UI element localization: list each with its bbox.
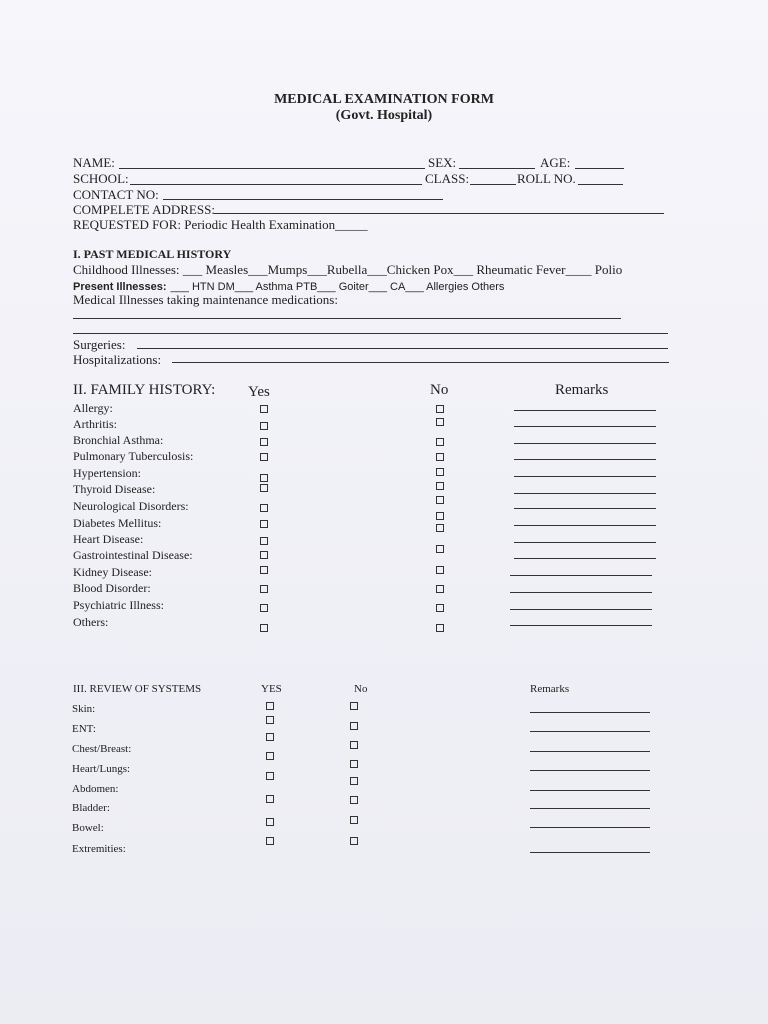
- sex-field-line[interactable]: [459, 168, 535, 169]
- family-yes-checkbox[interactable]: [260, 604, 268, 612]
- family-item-label: Others:: [73, 615, 109, 629]
- family-no-checkbox[interactable]: [436, 405, 444, 413]
- review-yes-checkbox[interactable]: [266, 716, 274, 724]
- hospitalizations-label: Hospitalizations:: [73, 352, 162, 367]
- family-remarks-line[interactable]: [514, 443, 656, 444]
- review-no-checkbox[interactable]: [350, 722, 358, 730]
- family-remarks-line[interactable]: [514, 493, 656, 494]
- family-yes-checkbox[interactable]: [260, 585, 268, 593]
- review-yes-checkbox[interactable]: [266, 818, 274, 826]
- family-no-header: No: [430, 382, 449, 398]
- family-item-label: Kidney Disease:: [73, 565, 152, 579]
- contact-label: CONTACT NO:: [73, 187, 159, 202]
- family-yes-checkbox[interactable]: [260, 566, 268, 574]
- family-yes-header: Yes: [248, 384, 270, 400]
- family-no-checkbox[interactable]: [436, 604, 444, 612]
- contact-field-line[interactable]: [163, 199, 443, 200]
- family-item-label: Bronchial Asthma:: [73, 433, 164, 447]
- family-no-checkbox[interactable]: [436, 468, 444, 476]
- family-no-checkbox[interactable]: [436, 482, 444, 490]
- age-label: AGE:: [540, 155, 571, 170]
- review-no-checkbox[interactable]: [350, 837, 358, 845]
- age-field-line[interactable]: [575, 168, 624, 169]
- present-illnesses-options: ___ HTN DM___ Asthma PTB___ Goiter___ CA___ Allergies Others: [170, 281, 505, 293]
- school-label: SCHOOL:: [73, 171, 129, 186]
- review-remarks-line[interactable]: [530, 712, 650, 713]
- review-no-checkbox[interactable]: [350, 796, 358, 804]
- family-no-checkbox[interactable]: [436, 585, 444, 593]
- review-no-checkbox[interactable]: [350, 760, 358, 768]
- family-yes-checkbox[interactable]: [260, 520, 268, 528]
- review-item-label: Abdomen:: [72, 783, 119, 795]
- sex-label: SEX:: [428, 155, 457, 170]
- review-item-label: Heart/Lungs:: [72, 763, 131, 775]
- review-item-label: Extremities:: [72, 843, 126, 855]
- medications-line-2[interactable]: [73, 333, 668, 334]
- family-remarks-line[interactable]: [514, 426, 656, 427]
- family-remarks-line[interactable]: [514, 508, 656, 509]
- family-remarks-header: Remarks: [555, 382, 609, 398]
- past-history-heading: I. PAST MEDICAL HISTORY: [73, 247, 232, 261]
- review-yes-checkbox[interactable]: [266, 752, 274, 760]
- review-no-checkbox[interactable]: [350, 741, 358, 749]
- review-item-label: Chest/Breast:: [72, 743, 132, 755]
- surgeries-line[interactable]: [137, 348, 668, 349]
- family-no-checkbox[interactable]: [436, 512, 444, 520]
- family-item-label: Neurological Disorders:: [73, 499, 189, 513]
- review-item-label: Skin:: [72, 703, 96, 715]
- family-no-checkbox[interactable]: [436, 524, 444, 532]
- family-item-label: Psychiatric Illness:: [73, 598, 164, 612]
- family-yes-checkbox[interactable]: [260, 453, 268, 461]
- review-systems-heading: III. REVIEW OF SYSTEMS: [73, 683, 202, 695]
- family-yes-checkbox[interactable]: [260, 624, 268, 632]
- family-yes-checkbox[interactable]: [260, 405, 268, 413]
- family-item-label: Thyroid Disease:: [73, 482, 156, 496]
- family-item-label: Arthritis:: [73, 417, 117, 431]
- roll-field-line[interactable]: [578, 184, 623, 185]
- school-field-line[interactable]: [130, 184, 422, 185]
- review-remarks-line[interactable]: [530, 808, 650, 809]
- family-no-checkbox[interactable]: [436, 545, 444, 553]
- review-yes-checkbox[interactable]: [266, 733, 274, 741]
- family-remarks-line[interactable]: [514, 558, 656, 559]
- form-title: MEDICAL EXAMINATION FORM: [274, 92, 494, 107]
- family-remarks-line[interactable]: [514, 525, 656, 526]
- review-yes-checkbox[interactable]: [266, 837, 274, 845]
- family-yes-checkbox[interactable]: [260, 504, 268, 512]
- family-remarks-line[interactable]: [510, 575, 652, 576]
- review-remarks-line[interactable]: [530, 852, 650, 853]
- family-remarks-line[interactable]: [510, 609, 652, 610]
- review-remarks-line[interactable]: [530, 827, 650, 828]
- review-remarks-line[interactable]: [530, 731, 650, 732]
- review-yes-checkbox[interactable]: [266, 702, 274, 710]
- review-yes-header: YES: [261, 683, 282, 695]
- childhood-illnesses: Childhood Illnesses: ___ Measles___Mumps___Rubella___Chicken Pox___ Rheumatic Fever____ Polio: [73, 262, 623, 277]
- family-item-label: Gastrointestinal Disease:: [73, 548, 193, 562]
- family-item-label: Heart Disease:: [73, 532, 144, 546]
- review-item-label: Bowel:: [72, 822, 104, 834]
- family-yes-checkbox[interactable]: [260, 438, 268, 446]
- family-history-heading: II. FAMILY HISTORY:: [73, 382, 216, 398]
- family-remarks-line[interactable]: [514, 410, 656, 411]
- family-remarks-line[interactable]: [514, 459, 656, 460]
- family-yes-checkbox[interactable]: [260, 537, 268, 545]
- form-subtitle: (Govt. Hospital): [335, 108, 433, 123]
- family-no-checkbox[interactable]: [436, 438, 444, 446]
- family-yes-checkbox[interactable]: [260, 422, 268, 430]
- present-illnesses-label: Present Illnesses:: [73, 281, 167, 293]
- review-item-label: ENT:: [72, 723, 96, 735]
- family-no-checkbox[interactable]: [436, 418, 444, 426]
- roll-label: ROLL NO.: [517, 171, 576, 186]
- review-no-checkbox[interactable]: [350, 777, 358, 785]
- class-field-line[interactable]: [470, 184, 516, 185]
- surgeries-label: Surgeries:: [73, 337, 126, 352]
- review-remarks-line[interactable]: [530, 770, 650, 771]
- maintenance-medications: Medical Illnesses taking maintenance medications:: [73, 292, 338, 307]
- name-field-line[interactable]: [119, 168, 425, 169]
- review-yes-checkbox[interactable]: [266, 795, 274, 803]
- address-field-line[interactable]: [214, 213, 664, 214]
- review-remarks-line[interactable]: [530, 790, 650, 791]
- name-label: NAME:: [73, 155, 115, 170]
- hospitalizations-line[interactable]: [172, 362, 669, 363]
- address-label: COMPELETE ADDRESS:: [73, 202, 215, 217]
- requested-for: REQUESTED FOR: Periodic Health Examination_____: [73, 217, 368, 232]
- review-remarks-line[interactable]: [530, 751, 650, 752]
- family-no-checkbox[interactable]: [436, 624, 444, 632]
- review-no-checkbox[interactable]: [350, 816, 358, 824]
- family-item-label: Hypertension:: [73, 466, 141, 480]
- family-item-label: Allergy:: [73, 401, 113, 415]
- review-no-header: No: [354, 683, 368, 695]
- class-label: CLASS:: [425, 171, 470, 186]
- family-remarks-line[interactable]: [514, 476, 656, 477]
- family-item-label: Diabetes Mellitus:: [73, 516, 162, 530]
- review-remarks-header: Remarks: [530, 683, 570, 695]
- family-yes-checkbox[interactable]: [260, 551, 268, 559]
- review-no-checkbox[interactable]: [350, 702, 358, 710]
- medications-line-1[interactable]: [73, 318, 621, 319]
- review-yes-checkbox[interactable]: [266, 772, 274, 780]
- family-yes-checkbox[interactable]: [260, 484, 268, 492]
- family-yes-checkbox[interactable]: [260, 474, 268, 482]
- family-no-checkbox[interactable]: [436, 453, 444, 461]
- family-remarks-line[interactable]: [510, 625, 652, 626]
- family-no-checkbox[interactable]: [436, 496, 444, 504]
- family-no-checkbox[interactable]: [436, 566, 444, 574]
- review-item-label: Bladder:: [72, 802, 110, 814]
- family-remarks-line[interactable]: [514, 542, 656, 543]
- family-item-label: Pulmonary Tuberculosis:: [73, 449, 194, 463]
- family-item-label: Blood Disorder:: [73, 581, 151, 595]
- family-remarks-line[interactable]: [510, 592, 652, 593]
